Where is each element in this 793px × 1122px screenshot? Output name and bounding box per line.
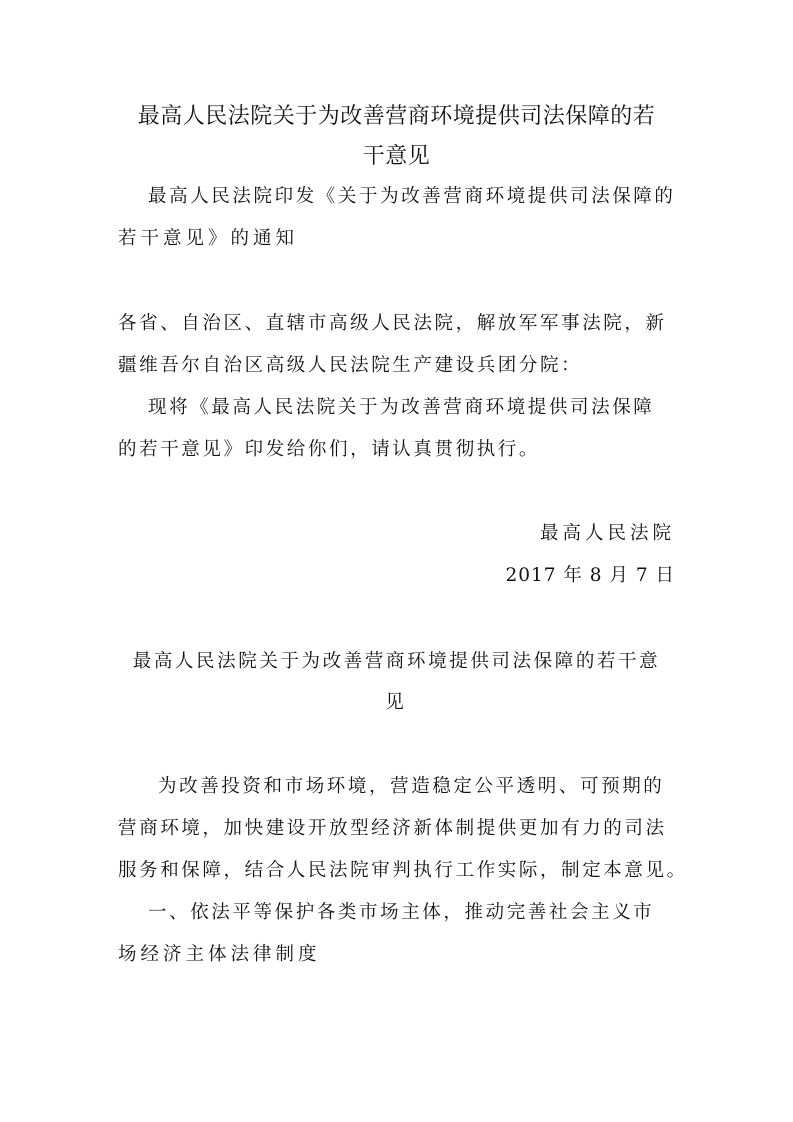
document-title-line-1: 最高人民法院关于为改善营商环境提供司法保障的若: [137, 104, 656, 129]
section-heading-1-line-2: 场经济主体法律制度: [118, 944, 321, 965]
intro-paragraph-line-1: 为改善投资和市场环境，营造稳定公平透明、可预期的: [158, 776, 665, 797]
section-heading-1-line-1: 一、依法平等保护各类市场主体，推动完善社会主义市: [148, 902, 655, 923]
date: 2017 年 8 月 7 日: [505, 565, 675, 586]
intro-paragraph-line-3: 服务和保障，结合人民法院审判执行工作实际，制定本意见。: [118, 860, 688, 881]
signature: 最高人民法院: [539, 523, 675, 544]
notice-heading-line-2: 若干意见》的通知: [118, 228, 299, 249]
notice-heading-line-1: 最高人民法院印发《关于为改善营商环境提供司法保障的: [148, 186, 676, 207]
addressee-line-1: 各省、自治区、直辖市高级人民法院，解放军军事法院，新: [118, 313, 667, 334]
body-paragraph-line-2: 的若干意见》印发给你们，请认真贯彻执行。: [118, 439, 541, 460]
body-paragraph-line-1: 现将《最高人民法院关于为改善营商环境提供司法保障: [148, 397, 655, 418]
addressee-line-2: 疆维吾尔自治区高级人民法院生产建设兵团分院：: [118, 355, 583, 376]
intro-paragraph-line-2: 营商环境，加快建设开放型经济新体制提供更加有力的司法: [118, 818, 667, 839]
subtitle-line-2: 见: [385, 692, 408, 713]
document-title-line-2: 干意见: [362, 144, 431, 169]
subtitle-line-1: 最高人民法院关于为改善营商环境提供司法保障的若干意: [132, 651, 661, 672]
